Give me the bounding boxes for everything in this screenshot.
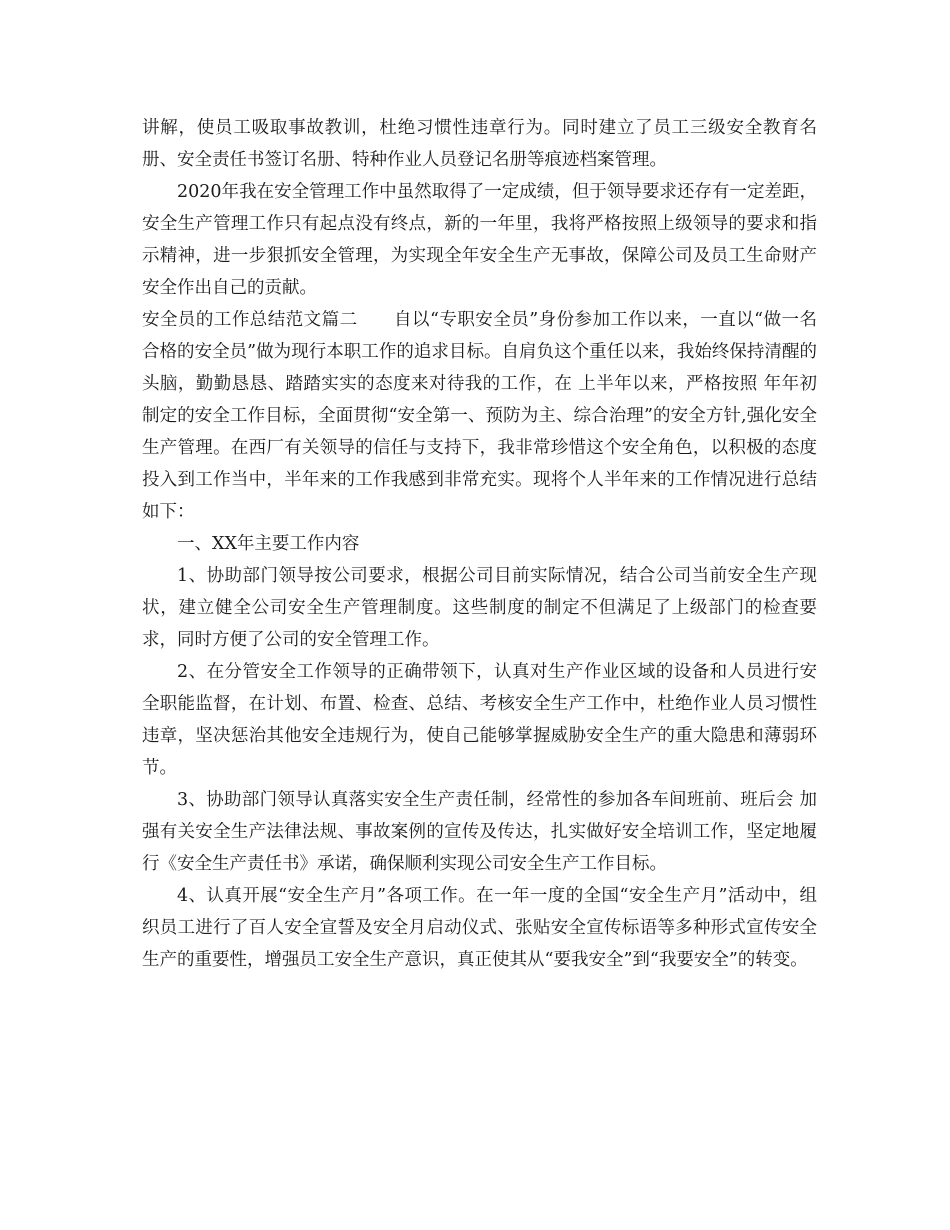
paragraph-2020-summary: 2020年我在安全管理工作中虽然取得了一定成绩，但于领导要求还存有一定差距，安全生产管理工作只有起点没有终点，新的一年里，我将严格按照上级领导的要求和指示精神，进一步狠抓安全管理，为实现全年安全生产无事故，保障公司及员工生命财产安全作出自己的贡献。 [142,182,817,298]
work-item-3: 3、协助部门领导认真落实安全生产责任制，经常性的参加各车间班前、班后会 加强有关安全生产法律法规、事故案例的宣传及传达，扎实做好安全培训工作，坚定地履行《安全生产责任书》承诺，确保顺利实现公司安全生产工作目标。 [142,790,817,874]
document-page [142,112,817,976]
paragraph-continuation: 讲解，使员工吸取事故教训，杜绝习惯性违章行为。同时建立了员工三级安全教育名册、安全责任书签订名册、特种作业人员登记名册等痕迹档案管理。 [142,118,817,170]
section-intro: 自以“专职安全员”身份参加工作以来，一直以“做一名合格的安全员”做为现行本职工作的追求目标。自肩负这个重任以来，我始终保持清醒的头脑，勤勤恳恳、踏踏实实的态度来对待我的工作，在 上半年以来，严格按照 年年初制定的安全工作目标，全面贯彻“安全第一、预防为主、综合治理”的安全方针,强化安全生产管理。在西厂有关领导的信任与支持下，我非常珍惜这个安全角色，以积极的态度投入到工作当中，半年来的工作我感到非常充实。现将个人半年来的工作情况进行总结如下： [142,310,818,522]
section-title: 安全员的工作总结范文篇二 [142,310,358,330]
work-item-4: 4、认真开展“安全生产月”各项工作。在一年一度的全国“安全生产月”活动中，组织员工进行了百人安全宣誓及安全月启动仪式、张贴安全宣传标语等多种形式宣传安全生产的重要性，增强员工安全生产意识，真正使其从“要我安全”到“我要安全”的转变。 [142,886,817,970]
section-two-paragraph [142,304,817,528]
work-item-2: 2、在分管安全工作领导的正确带领下，认真对生产作业区域的设备和人员进行安全职能监督，在计划、布置、检查、总结、考核安全生产工作中，杜绝作业人员习惯性违章，坚决惩治其他安全违规行为，使自己能够掌握威胁安全生产的重大隐患和薄弱环节。 [142,662,817,778]
heading-main-work: 一、XX年主要工作内容 [177,534,360,554]
work-item-1: 1、协助部门领导按公司要求，根据公司目前实际情况，结合公司当前安全生产现状，建立健全公司安全生产管理制度。这些制度的制定不但满足了上级部门的检查要求，同时方便了公司的安全管理工作。 [142,566,817,650]
